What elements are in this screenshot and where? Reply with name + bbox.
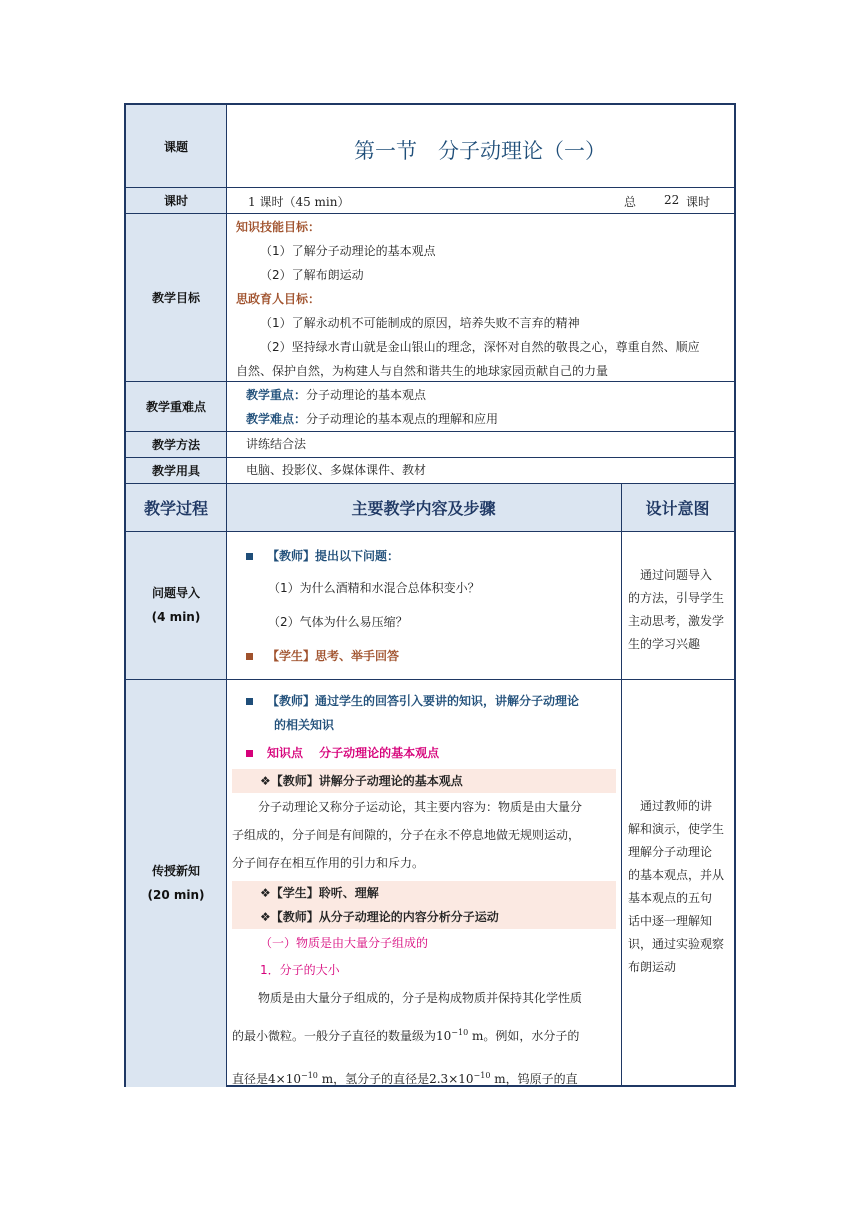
teach-p1a: 分子动理论又称分子运动论，其主要内容为：物质是由大量分 (258, 800, 583, 814)
keypoints-content (246, 383, 726, 431)
lesson-plan-table (124, 103, 736, 1087)
total-label: 总 (624, 195, 637, 209)
math-unit: m (321, 1072, 334, 1086)
goal-heading-knowledge: 知识技能目标： (236, 220, 321, 234)
p3-mid: ，氢分子的直径是 (333, 1072, 430, 1086)
teach-sub2: 1．分子的大小 (260, 963, 340, 977)
teach-p1b: 子组成的，分子间是有间隙的，分子在永不停息地做无规则运动， (232, 828, 581, 842)
math-h2-coef: 2.3×10 (429, 1072, 474, 1086)
goal-s1: （1）了解永动机不可能制成的原因，培养失败不言弃的精神 (260, 316, 580, 330)
lesson-title: 第一节 分子动理论（一） (354, 139, 606, 163)
teach-content (232, 689, 616, 1099)
teach-p2a: 物质是由大量分子组成的，分子是构成物质并保持其化学性质 (258, 991, 583, 1005)
grid-line (126, 679, 734, 680)
teach-teacher3: ❖【教师】从分子动理论的内容分析分子运动 (232, 905, 616, 929)
intro-time: (4 min) (151, 610, 201, 624)
intent-line: 理解分子动理论 (628, 845, 713, 859)
intro-q2: （2）气体为什么易压缩？ (268, 615, 408, 629)
bullet-square-icon (246, 553, 253, 560)
intro-teacher: 【教师】提出以下问题： (267, 549, 400, 563)
grid-line (126, 531, 734, 532)
teach-sub1: （一）物质是由大量分子组成的 (260, 936, 429, 950)
math-unit: m (472, 1029, 484, 1043)
p3-text: 直径是 (232, 1072, 269, 1086)
math-order (436, 1029, 483, 1043)
grid-line (126, 431, 734, 432)
teach-p2b (232, 1013, 616, 1056)
math-exp: −10 (473, 1071, 491, 1080)
grid-line (621, 483, 622, 1085)
math-unit: m (494, 1072, 506, 1086)
math-base: 10 (436, 1029, 452, 1043)
intro-label-text: 问题导入 (151, 586, 200, 600)
method-value: 讲练结合法 (246, 437, 307, 451)
teach-time: (20 min) (147, 888, 205, 902)
teach-label-text: 传授新知 (151, 864, 200, 878)
intent-line: 的基本观点，并从 (628, 868, 725, 882)
bullet-square-icon (246, 653, 253, 660)
hours-label: 课时 (126, 187, 226, 213)
content-header: 主要教学内容及步骤 (226, 483, 621, 531)
method-label: 教学方法 (126, 431, 226, 457)
grid-line (126, 457, 734, 458)
topic-label: 课题 (126, 105, 226, 187)
teach-teacher1a: 【教师】通过学生的回答引入要讲的知识，讲解分子动理论 (267, 694, 580, 708)
total-unit: 课时 (686, 195, 711, 209)
teach-intent (628, 795, 732, 979)
math-exp: −10 (451, 1028, 469, 1037)
bullet-square-icon (246, 698, 253, 705)
intent-line: 解和演示，使学生 (628, 822, 725, 836)
intent-line: 通过教师的讲 (628, 799, 713, 813)
bullet-square-icon (246, 750, 253, 757)
intro-student: 【学生】思考、举手回答 (267, 649, 400, 663)
teach-teacher2: ❖【教师】讲解分子动理论的基本观点 (232, 769, 616, 793)
intent-line: 话中逐一理解知 (628, 914, 713, 928)
intent-line: 基本观点的五句 (628, 891, 713, 905)
intro-q1: （1）为什么酒精和水混合总体积变小？ (268, 581, 480, 595)
intro-intent (628, 564, 732, 656)
knowledge-point: 知识点 分子动理论的基本观点 (267, 746, 440, 760)
p3-post: ，钨原子的直 (505, 1072, 578, 1086)
goals-content (236, 215, 732, 383)
grid-line (126, 483, 734, 484)
goals-label: 教学目标 (126, 213, 226, 381)
math-water-coef: 4×10 (268, 1072, 301, 1086)
intent-line: 生的学习兴趣 (628, 637, 701, 651)
math-water (268, 1072, 333, 1086)
math-exp: −10 (300, 1071, 318, 1080)
difficulty-value: 分子动理论的基本观点的理解和应用 (306, 412, 499, 426)
teach-p3 (232, 1056, 616, 1099)
grid-line (126, 187, 734, 188)
intent-line: 主动思考，激发学 (628, 614, 725, 628)
intent-line: 通过问题导入 (628, 568, 713, 582)
p2b-text: 的最小微粒。一般分子直径的数量级为 (232, 1029, 437, 1043)
grid-line (126, 213, 734, 214)
difficulty-label: 教学难点： (246, 412, 307, 426)
math-h2 (429, 1072, 506, 1086)
keypoints-label: 教学重难点 (126, 381, 226, 431)
tools-label: 教学用具 (126, 457, 226, 483)
tools-value: 电脑、投影仪、多媒体课件、教材 (246, 463, 427, 477)
goal-heading-values: 思政育人目标： (236, 292, 321, 306)
goal-k1: （1）了解分子动理论的基本观点 (260, 244, 436, 258)
teach-label (126, 679, 226, 1087)
intent-line: 识，通过实验观察 (628, 937, 725, 951)
hours-value: 1 课时（45 min） (248, 195, 350, 209)
goal-k2: （2）了解布朗运动 (260, 268, 364, 282)
process-header: 教学过程 (126, 483, 226, 531)
intro-content (246, 541, 616, 673)
teach-teacher1b: 的相关知识 (274, 718, 335, 732)
intent-header: 设计意图 (621, 483, 734, 531)
intro-label (126, 531, 226, 679)
teach-student: ❖【学生】聆听、理解 (232, 881, 616, 905)
intent-line: 布朗运动 (628, 960, 677, 974)
p2b-post: 。例如，水分子的 (483, 1029, 580, 1043)
teach-p1c: 分子间存在相互作用的引力和斥力。 (232, 856, 425, 870)
goal-s2a: （2）坚持绿水青山就是金山银山的理念，深怀对自然的敬畏之心，尊重自然、顺应 (260, 340, 700, 354)
focus-label: 教学重点： (246, 388, 307, 402)
focus-value: 分子动理论的基本观点 (306, 388, 427, 402)
total-value: 22 (664, 193, 680, 207)
intent-line: 的方法，引导学生 (628, 591, 725, 605)
goal-s2b: 自然、保护自然，为构建人与自然和谐共生的地球家园贡献自己的力量 (236, 364, 609, 378)
grid-line (226, 105, 227, 1085)
